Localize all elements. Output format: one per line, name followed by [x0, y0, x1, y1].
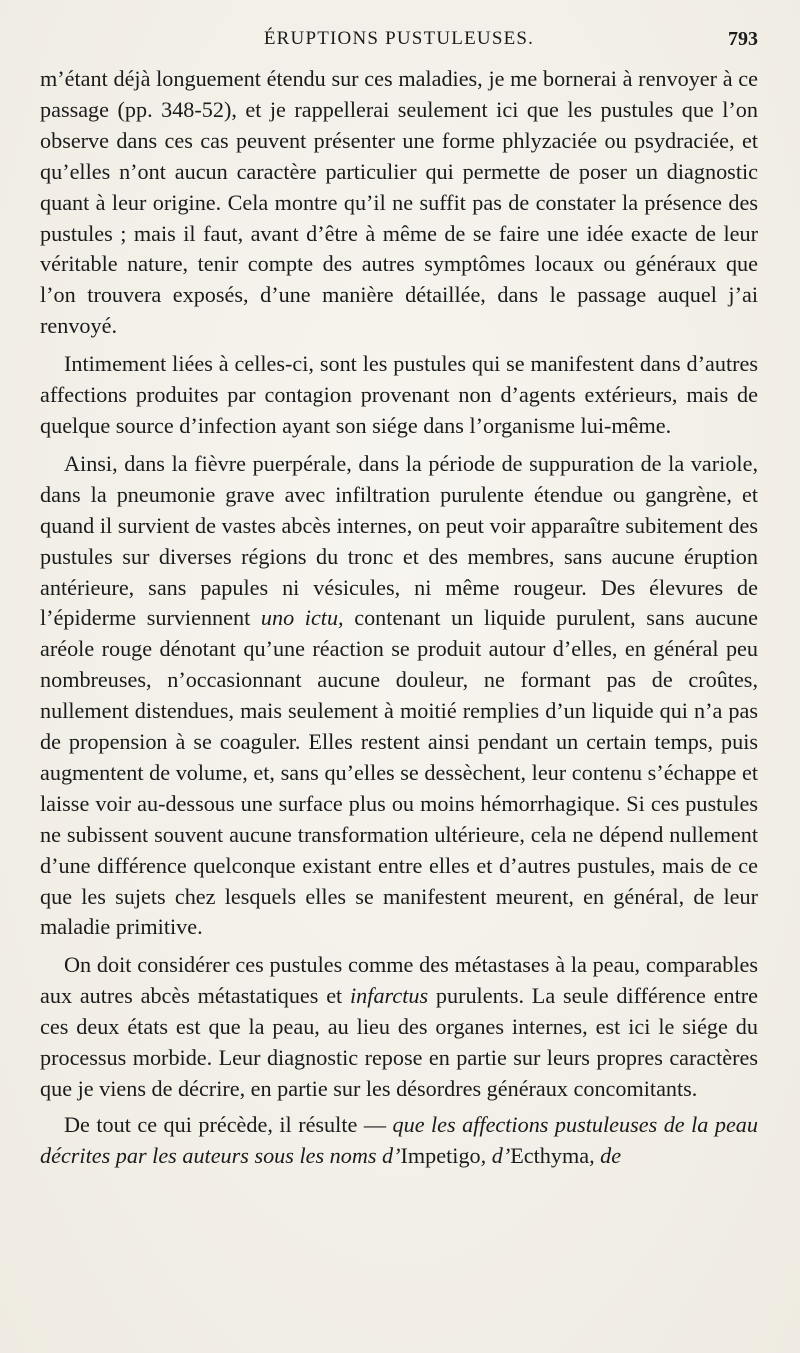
conclusion-italic-b: d’ — [491, 1142, 511, 1168]
paragraph-ainsi — [40, 449, 758, 944]
body-text — [40, 64, 758, 1172]
paragraph-ainsi-text-a: Ainsi, dans la fièvre puerpérale, dans la période de suppuration de la variole, dans la pneumonie grave avec infiltration purulente étendue ou gangrène, et quand il survient de vastes abcès internes, on peut voir apparaître subitement des pustules sur diverses régions du tronc et des membres, sans aucune éruption antérieure, sans papules ni vésicules, ni même rougeur. Des élevures de l’épiderme surviennent — [40, 450, 758, 631]
paragraph-continuation: m’étant déjà longuement étendu sur ces maladies, je me bornerai à renvoyer à ce passage (pp. 348-52), et je rappellerai seulement ici que les pustules que l’on observe dans ces cas peuvent présenter une forme phlyzaciée ou psydraciée, et qu’elles n’ont aucun caractère particulier qui permette de poser un diagnostic quant à leur origine. Cela montre qu’il ne suffit pas de constater la présence des pustules ; mais il faut, avant d’être à même de se faire une idée exacte de leur véritable nature, tenir compte des autres symptômes locaux ou généraux que l’on trouvera exposés, d’une manière détaillée, dans le passage auquel j’ai renvoyé. — [40, 66, 758, 339]
page-number: 793 — [728, 28, 758, 50]
conclusion-italic-a: que les affections pustuleuses de la peau décrites par les auteurs sous les noms d’ — [40, 1111, 758, 1168]
page-header — [40, 28, 758, 58]
paragraph-ainsi-text-b: contenant un liquide purulent, sans aucune aréole rouge dénotant qu’une réaction se produit autour d’elles, en général peu nombreuses, n’occasionnant aucune douleur, ne formant pas de croûtes, nullement distendues, mais seulement à moitié remplies d’un liquide qui n’a pas de propension à se coaguler. Elles restent ainsi pendant un certain temps, puis augmentent de volume, et, sans qu’elles se dessèchent, leur contenu s’échappe et laisse voir au-dessous une surface plus ou moins hémorrhagique. Si ces pustules ne subissent souvent aucune transformation ultérieure, cela ne dépend nullement d’une différence quelconque existant entre elles et d’autres pustules, mais de ce que les sujets chez lesquels elles se manifestent meurent, en général, de leur maladie primitive. — [40, 605, 758, 940]
conclusion-italic-c: , de — [589, 1142, 622, 1168]
impetigo-term: Impetigo — [400, 1142, 481, 1168]
paragraph-intimement: Intimement liées à celles-ci, sont les pustules qui se manifestent dans d’autres affections produites par contagion provenant non d’agents extérieurs, mais de quelque source d’infection ayant son siége dans l’organisme lui-même. — [40, 351, 758, 438]
paragraph-metastases-text-b: purulents. La seule différence entre ces deux états est que la peau, au lieu des organes internes, est ici le siége du processus morbide. Leur diagnostic repose en partie sur leurs propres caractères que je viens de décrire, en partie sur les désordres généraux concomitants. — [40, 983, 759, 1101]
infarctus-term: infarctus — [350, 983, 429, 1009]
paragraph-conclusion-text-a: De tout ce qui précède, il résulte — — [64, 1111, 393, 1137]
paragraph-conclusion — [40, 1110, 758, 1172]
running-title: ÉRUPTIONS PUSTULEUSES. — [263, 28, 535, 49]
paragraph-metastases — [40, 950, 758, 1105]
paragraph-metastases-text-a: On doit considérer ces pustules comme des métastases à la peau, comparables aux autres abcès métastatiques et — [40, 952, 758, 1009]
ecthyma-term: Ecthyma — [510, 1142, 590, 1168]
latin-phrase: uno ictu, — [260, 605, 344, 631]
conclusion-separator: , — [480, 1142, 492, 1168]
